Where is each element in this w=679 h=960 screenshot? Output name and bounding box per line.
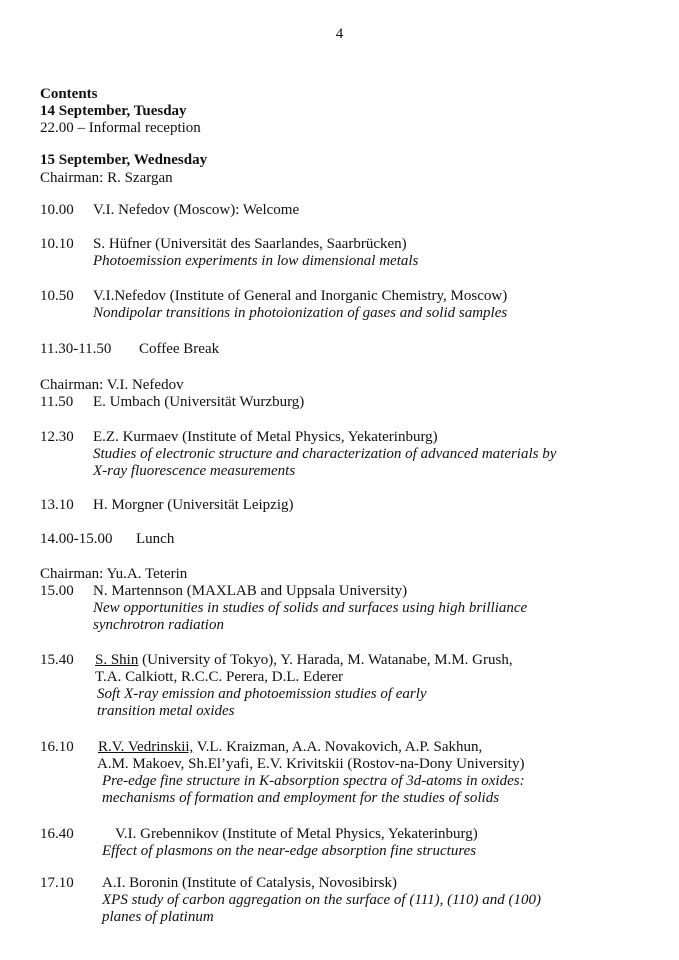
title-boronin-2: planes of platinum [102,909,214,925]
time-1230: 12.30 [40,429,74,445]
speaker-kurmaev: E.Z. Kurmaev (Institute of Metal Physics, Yekaterinburg) [93,429,438,445]
speaker-nefedov: V.I.Nefedov (Institute of General and Inorganic Chemistry, Moscow) [93,288,508,304]
coauthors-shin-1: (University of Tokyo), Y. Harada, M. Watanabe, M.M. Grush, [138,652,513,668]
speaker-shin [95,652,513,669]
time-1150: 11.50 [40,394,74,410]
speaker-grebennikov: V.I. Grebennikov (Institute of Metal Physics, Yekaterinburg) [115,826,478,842]
title-nefedov: Nondipolar transitions in photoionization of gases and solid samples [93,305,508,321]
title-shin-1: Soft X-ray emission and photoemission studies of early [97,686,427,702]
time-1710: 17.10 [40,875,74,891]
time-1050: 10.50 [40,288,74,304]
coauthors-vedrinskii-1: V.L. Kraizman, A.A. Novakovich, A.P. Sakhun, [193,739,483,755]
time-1610: 16.10 [40,739,74,755]
speaker-martennson: N. Martennson (MAXLAB and Uppsala University) [93,583,408,599]
speaker-morgner: H. Morgner (Universität Leipzig) [93,497,294,513]
presenter-shin: S. Shin [95,652,139,668]
time-1500: 15.00 [40,583,74,599]
title-martennson-2: synchrotron radiation [93,617,224,633]
coauthors-shin-2: T.A. Calkiott, R.C.C. Perera, D.L. Ederer [95,669,343,685]
coauthors-vedrinskii-2: A.M. Makoev, Sh.El’yafi, E.V. Krivitskii (Rostov-na-Dony University) [97,756,525,772]
time-1000: 10.00 [40,202,74,218]
time-1310: 13.10 [40,497,74,513]
title-hufner: Photoemission experiments in low dimensional metals [93,253,419,269]
lunch: Lunch [136,531,175,547]
title-vedrinskii-2: mechanisms of formation and employment for the studies of solids [102,790,500,806]
time-coffee: 11.30-11.50 [40,341,112,357]
speaker-umbach: E. Umbach (Universität Wurzburg) [93,394,305,410]
chairman-3: Chairman: Yu.A. Teterin [40,566,188,582]
speaker-hufner: S. Hüfner (Universität des Saarlandes, Saarbrücken) [93,236,407,252]
session-welcome: V.I. Nefedov (Moscow): Welcome [93,202,300,218]
title-martennson-1: New opportunities in studies of solids and surfaces using high brilliance [93,600,528,616]
speaker-boronin: A.I. Boronin (Institute of Catalysis, Novosibirsk) [102,875,397,891]
time-lunch: 14.00-15.00 [40,531,113,547]
time-1640: 16.40 [40,826,74,842]
title-shin-2: transition metal oxides [97,703,235,719]
speaker-vedrinskii [98,739,482,756]
day-wednesday: 15 September, Wednesday [40,152,208,168]
time-1540: 15.40 [40,652,74,668]
title-kurmaev-2: X-ray fluorescence measurements [93,463,296,479]
chairman-1: Chairman: R. Szargan [40,170,173,186]
title-vedrinskii-1: Pre-edge fine structure in K-absorption spectra of 3d-atoms in oxides: [102,773,525,789]
coffee-break: Coffee Break [139,341,220,357]
time-1010: 10.10 [40,236,74,252]
presenter-vedrinskii: R.V. Vedrinskii, [98,739,194,755]
informal-reception: 22.00 – Informal reception [40,120,201,136]
chairman-2: Chairman: V.I. Nefedov [40,377,184,393]
day-tuesday: 14 September, Tuesday [40,103,187,119]
title-grebennikov: Effect of plasmons on the near-edge absorption fine structures [102,843,477,859]
contents-heading: Contents [40,86,98,102]
title-boronin-1: XPS study of carbon aggregation on the surface of (111), (110) and (100) [102,892,541,908]
page-number: 4 [335,26,344,42]
title-kurmaev-1: Studies of electronic structure and characterization of advanced materials by [93,446,557,462]
